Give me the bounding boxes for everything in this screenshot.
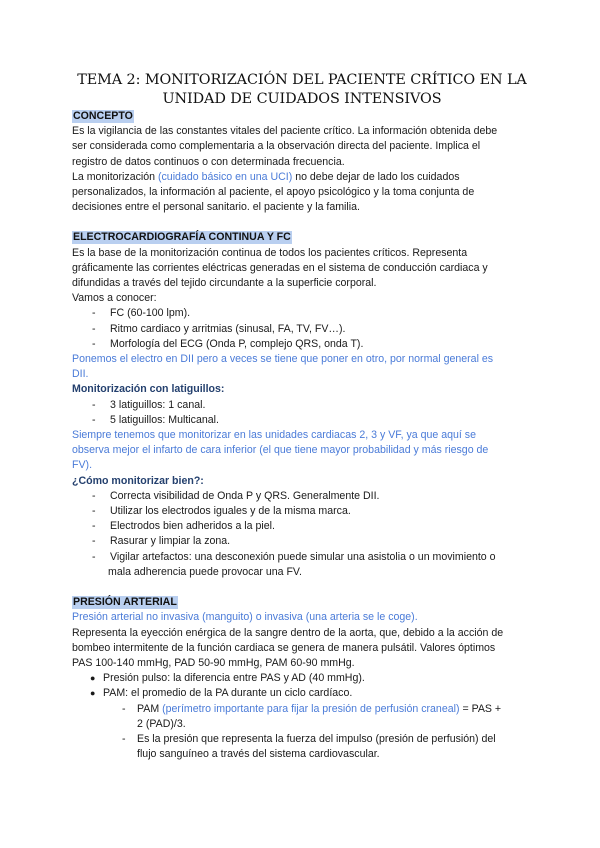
blue-note: Presión arterial no invasiva (manguito) o invasiva (una arteria se le coge). <box>72 611 418 624</box>
paragraph-line: registro de datos continuos o con determinada frecuencia. <box>72 155 345 168</box>
paragraph-line: difundidas a través del tejido circundante a la superficie corporal. <box>72 277 377 290</box>
paragraph-line: gráficamente las corrientes eléctricas generadas en el sistema de conducción cardiaca y <box>72 261 488 274</box>
nested-item: - Es la presión que representa la fuerza del impulso (presión de perfusión) del <box>122 732 496 745</box>
paragraph-line: Es la base de la monitorización continua de todos los pacientes críticos. Representa <box>72 246 468 259</box>
list-item: - 5 latiguillos: Multicanal. <box>92 413 219 426</box>
nested-item-continuation: flujo sanguíneo a través del sistema cardiovascular. <box>137 748 380 761</box>
paragraph-line: Es la vigilancia de las constantes vitales del paciente crítico. La información obtenida debe <box>72 125 498 138</box>
list-item: - Utilizar los electrodos iguales y de la misma marca. <box>92 505 351 518</box>
paragraph-line: bombeo intermitente de la función cardiaca se genera de manera pulsátil. Valores óptimos <box>72 641 496 654</box>
list-item: - Vigilar artefactos: una desconexión puede simular una asistolia o un movimiento o <box>92 550 496 563</box>
nested-item-continuation: 2 (PAD)/3. <box>137 717 186 730</box>
list-item: - Rasurar y limpiar la zona. <box>92 535 231 548</box>
list-item: - Ritmo cardiaco y arritmias (sinusal, FA, TV, FV…). <box>92 322 346 335</box>
section-heading-ecg: ELECTROCARDIOGRAFÍA CONTINUA Y FC <box>73 231 291 244</box>
section-heading-presion: PRESIÓN ARTERIAL <box>73 596 177 609</box>
list-item: - 3 latiguillos: 1 canal. <box>92 398 206 411</box>
list-item: - Correcta visibilidad de Onda P y QRS. Generalmente DII. <box>92 489 380 502</box>
blue-note: FV). <box>72 459 93 472</box>
nested-item: - PAM (perímetro importante para fijar la presión de perfusión craneal) = PAS + <box>122 702 502 715</box>
subheading-como-monitorizar: ¿Cómo monitorizar bien?: <box>72 474 204 487</box>
list-item: - Morfología del ECG (Onda P, complejo QRS, onda T). <box>92 337 364 350</box>
page-title <box>60 71 544 109</box>
paragraph-line: personalizados, la información al paciente, el apoyo psicológico y la toma conjunta de <box>72 186 475 199</box>
bullet-item: ● Presión pulso: la diferencia entre PAS y AD (40 mmHg). <box>90 672 365 685</box>
paragraph-line: Representa la eyección enérgica de la sangre dentro de la aorta, que, debido a la acción de <box>72 626 504 639</box>
blue-note: (cuidado básico en una UCI) <box>157 170 293 183</box>
title-line-1: TEMA 2: MONITORIZACIÓN DEL PACIENTE CRÍTICO EN LA <box>77 72 527 88</box>
paragraph-line: PAS 100-140 mmHg, PAD 50-90 mmHg, PAM 60-90 mmHg. <box>72 656 355 669</box>
list-item: - FC (60-100 lpm). <box>92 307 191 320</box>
blue-note: observa mejor el infarto de cara inferior (el que tiene mayor probabilidad y más riesgo de <box>72 444 489 457</box>
list-item-continuation: mala adherencia puede provocar una FV. <box>108 565 302 578</box>
title-line-2: UNIDAD DE CUIDADOS INTENSIVOS <box>162 91 442 107</box>
document-body <box>72 109 534 762</box>
section-heading-concepto: CONCEPTO <box>73 110 133 122</box>
blue-note: Siempre tenemos que monitorizar en las unidades cardiacas 2, 3 y VF, ya que aquí se <box>72 429 476 442</box>
paragraph-line: ser considerada como complementaria a la observación directa del paciente. Implica el <box>72 140 481 153</box>
paragraph-line: Vamos a conocer: <box>72 292 157 305</box>
blue-note: Ponemos el electro en DII pero a veces se tiene que poner en otro, por normal general es <box>72 353 494 366</box>
blue-note: (perímetro importante para fijar la presión de perfusión craneal) <box>162 702 460 715</box>
blue-note: DII. <box>72 368 89 381</box>
subheading-latiguillos: Monitorización con latiguillos: <box>72 383 225 396</box>
paragraph-line: decisiones entre el personal sanitario. el paciente y la familia. <box>72 201 360 214</box>
paragraph-line: La monitorización (cuidado básico en una UCI) no debe dejar de lado los cuidados <box>72 170 460 183</box>
bullet-item: ● PAM: el promedio de la PA durante un ciclo cardíaco. <box>90 687 353 700</box>
list-item: - Electrodos bien adheridos a la piel. <box>92 520 275 533</box>
